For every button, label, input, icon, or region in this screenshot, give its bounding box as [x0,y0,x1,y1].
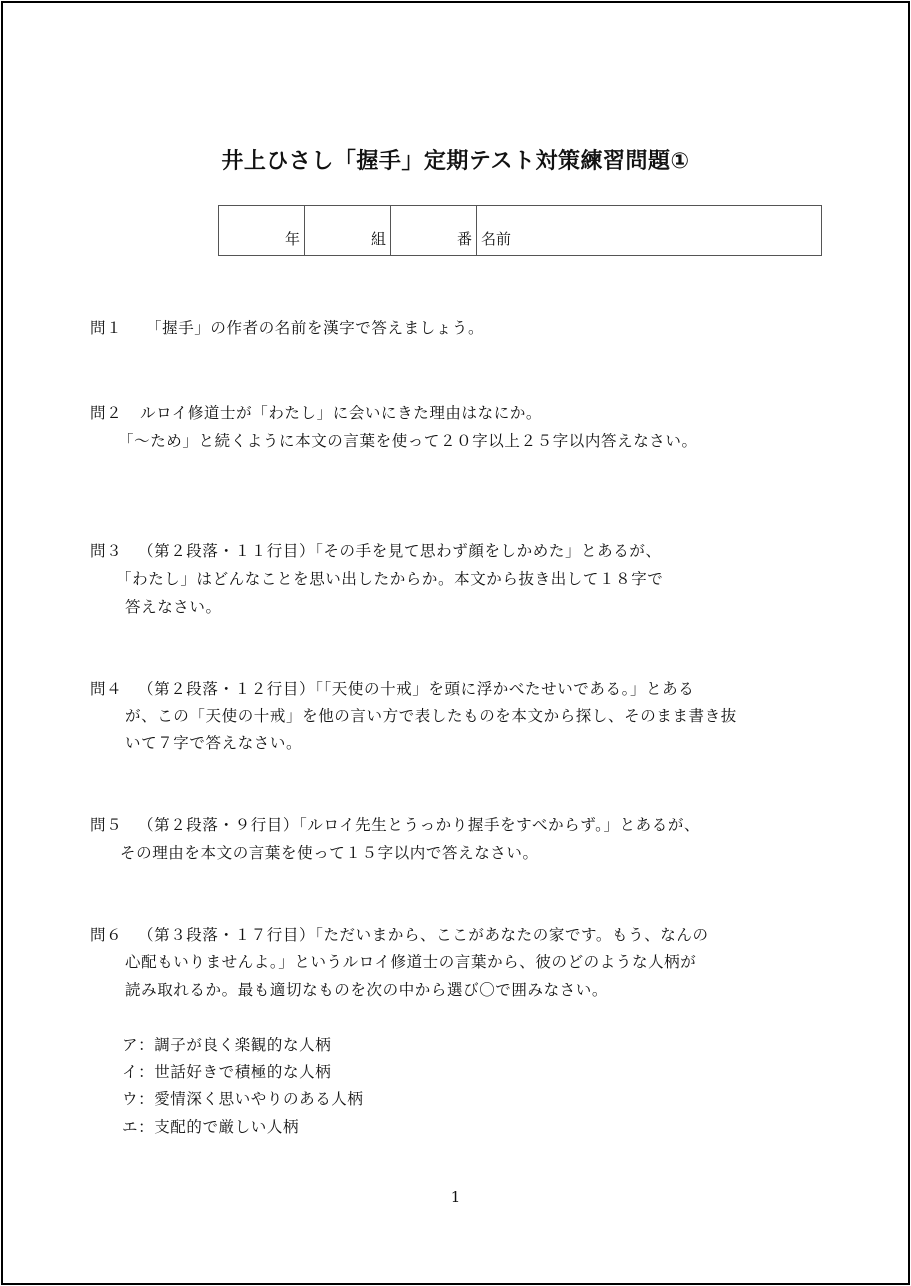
question-6-text: （第３段落・１７行目）「ただいまから、ここがあなたの家です。もう、なんの [138,926,709,944]
question-5-label: 問５ [90,816,123,834]
question-5-text: （第２段落・９行目）「ルロイ先生とうっかり握手をすべからず。」とあるが、 [138,816,701,834]
option-a[interactable]: ア：調子が良く楽観的な人柄 [122,1036,332,1054]
question-6-text: 読み取れるか。最も適切なものを次の中から選び〇で囲みなさい。 [125,981,609,999]
question-6-text: 心配もいりませんよ。」というルロイ修道士の言葉から、彼のどのような人柄が [125,953,697,971]
page-number: 1 [450,1188,461,1206]
question-3-text: 「わたし」はどんなことを思い出したからか。本文から抜き出して１８字で [116,570,664,588]
question-3-text: 答えなさい。 [125,598,222,616]
question-4-label: 問４ [90,680,123,698]
question-4-text: （第２段落・１２行目）「「天使の十戒」を頭に浮かべたせいである。」とある [138,680,695,698]
question-3-text: （第２段落・１１行目）「その手を見て思わず顔をしかめた」とあるが、 [138,542,662,560]
option-e[interactable]: エ：支配的で厳しい人柄 [122,1118,300,1136]
question-1-label: 問１ [90,319,123,337]
number-field[interactable]: 番 [391,206,477,256]
question-4-text: いて７字で答えなさい。 [125,734,303,752]
question-4-text: が、この「天使の十戒」を他の言い方で表したものを本文から探し、そのまま書き抜 [125,707,737,725]
question-5-text: その理由を本文の言葉を使って１５字以内で答えなさい。 [120,844,539,862]
option-u[interactable]: ウ：愛情深く思いやりのある人柄 [122,1090,364,1108]
question-6-label: 問６ [90,926,123,944]
name-field[interactable]: 名前 [477,206,822,256]
question-2-text: 「～ため」と続くように本文の言葉を使って２０字以上２５字以内答えなさい。 [118,432,698,450]
page-title: 井上ひさし「握手」定期テスト対策練習問題① [221,149,690,174]
option-i[interactable]: イ：世話好きで積極的な人柄 [122,1063,332,1081]
question-1-text: 「握手」の作者の名前を漢字で答えましょう。 [146,319,485,337]
class-field[interactable]: 組 [305,206,391,256]
name-table [218,205,822,256]
question-2-text: ルロイ修道士が「わたし」に会いにきた理由はなにか。 [140,404,543,422]
question-2-label: 問２ [90,404,123,422]
question-3-label: 問３ [90,542,123,560]
year-field[interactable]: 年 [219,206,305,256]
